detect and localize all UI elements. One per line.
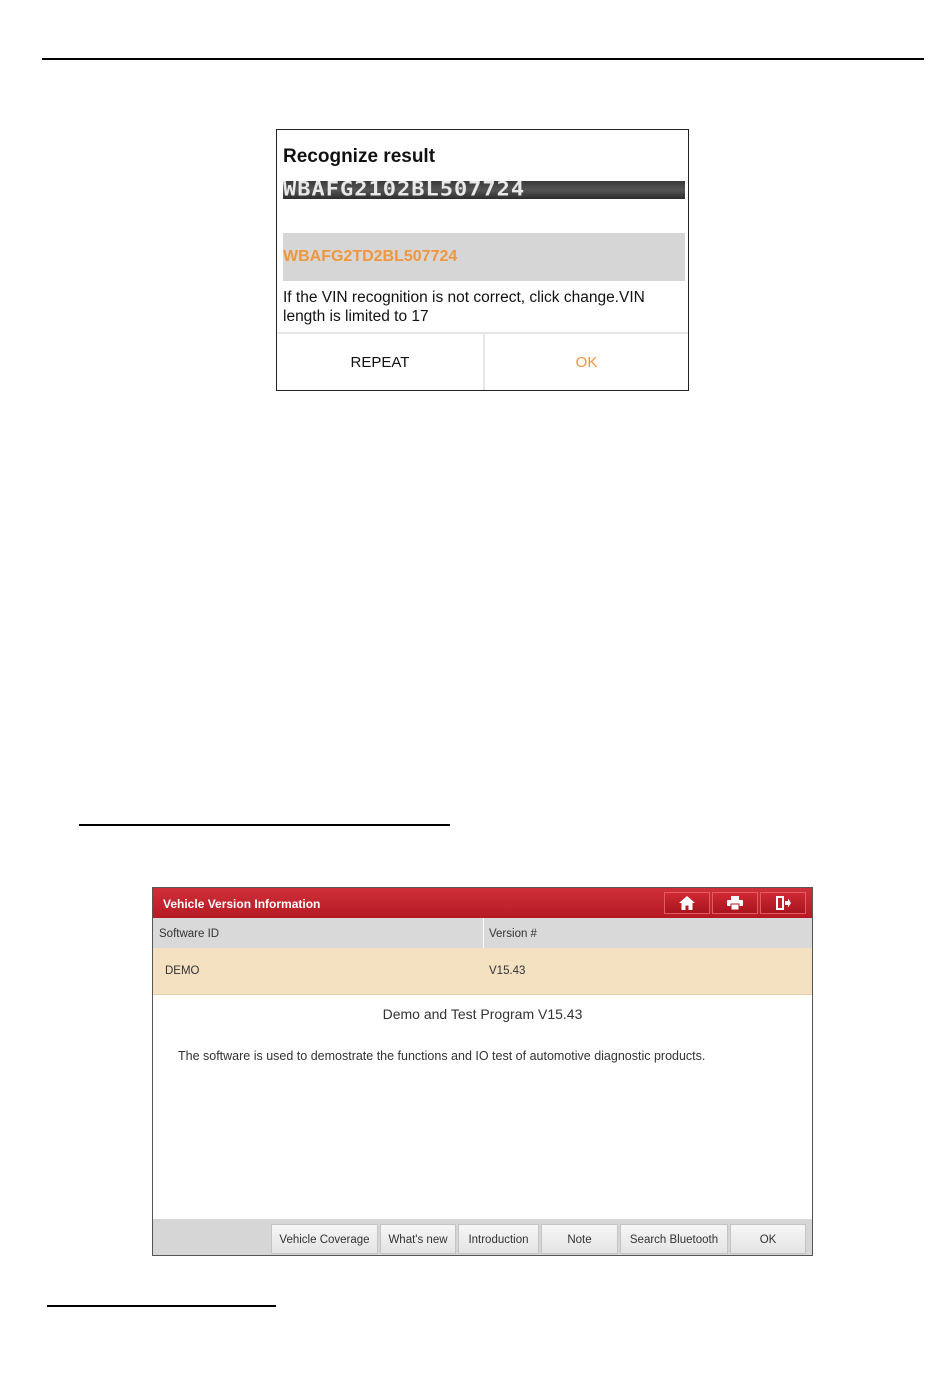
repeat-button[interactable]: REPEAT: [350, 354, 410, 371]
screen-ok-button[interactable]: OK: [730, 1224, 806, 1254]
ok-button[interactable]: OK: [575, 354, 598, 371]
section-underline-1: [79, 824, 450, 826]
top-rule: [42, 58, 924, 60]
exit-icon: [775, 896, 791, 910]
software-id-cell: DEMO: [165, 965, 200, 977]
vehicle-coverage-button[interactable]: Vehicle Coverage: [271, 1224, 378, 1254]
introduction-button[interactable]: Introduction: [458, 1224, 539, 1254]
column-header-software-id: Software ID: [159, 928, 220, 940]
dialog-message: If the VIN recognition is not correct, click change.VIN length is limited to 17: [283, 289, 645, 325]
vin-value: WBAFG2TD2BL507724: [283, 248, 458, 265]
note-button[interactable]: Note: [541, 1224, 618, 1254]
vin-photo-strip: [283, 181, 685, 199]
description-text: The software is used to demostrate the functions and IO test of automotive diagnostic products.: [178, 1049, 706, 1063]
description-title: Demo and Test Program V15.43: [382, 1006, 583, 1022]
home-icon: [679, 896, 695, 910]
column-header-version: Version #: [489, 928, 537, 940]
recognize-result-dialog: [276, 129, 689, 391]
title-bar: [153, 888, 812, 918]
table-header: [153, 918, 812, 948]
home-button[interactable]: [664, 892, 710, 914]
print-icon: [727, 896, 743, 910]
dialog-title: Recognize result: [283, 146, 436, 167]
column-separator: [483, 918, 484, 948]
vin-input[interactable]: [283, 233, 685, 281]
exit-button[interactable]: [760, 892, 806, 914]
bottom-button-bar: [153, 1219, 812, 1255]
vehicle-version-screen: [152, 887, 813, 1256]
screen-title: Vehicle Version Information: [163, 897, 321, 911]
whats-new-button[interactable]: What's new: [380, 1224, 456, 1254]
section-underline-2: [47, 1305, 276, 1307]
vin-photo-text: WBAFG2102BL507724: [283, 181, 526, 199]
search-bluetooth-button[interactable]: Search Bluetooth: [620, 1224, 728, 1254]
table-row[interactable]: [153, 948, 812, 995]
print-button[interactable]: [712, 892, 758, 914]
version-cell: V15.43: [489, 965, 526, 977]
